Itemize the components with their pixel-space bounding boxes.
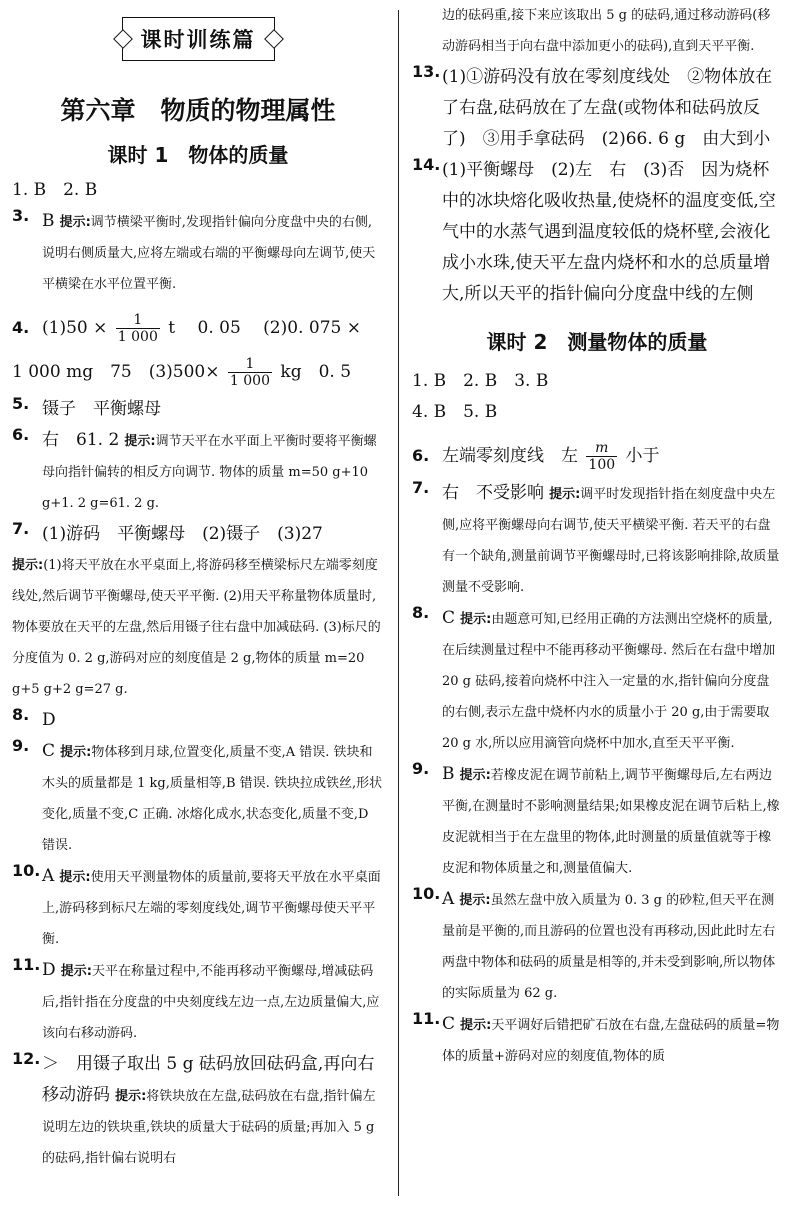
answer-text: 4. B 5. B (412, 402, 498, 422)
question-number: 7. (12, 519, 30, 538)
answer-5 (12, 394, 384, 425)
answer-text: C (42, 741, 56, 761)
fraction (586, 440, 617, 473)
hint-label: 提示: (460, 612, 492, 627)
answer-1-2 (12, 175, 384, 206)
section-badge: 课时训练篇 (122, 17, 275, 61)
question-number: 6. (12, 425, 30, 444)
answer-text: ＞ 用镊子取出 5 g 砝码放回砝码盒,再向右移动游码 (42, 1054, 375, 1105)
question-number: 8. (12, 705, 30, 724)
answer-text: 1 000 mg 75 (3)500× (12, 362, 220, 382)
hint-text: 虽然左盘中放入质量为 0. 3 g 的砂粒,但天平在测量前是平衡的,而且游码的位置也没有再移动,因此此时左右两盘中物体和砝码的质量是相等的,并未受到影响,所以物体的实际质量为 62 g. (442, 893, 776, 1001)
answer-text: (1)平衡螺母 (2)左 右 (3)否 因为烧杯中的冰块熔化吸收热量,使烧杯的温度变低,空气中的水蒸气遇到温度较低的烧杯壁,会液化成小水珠,使天平左盘内烧杯和水的总质量增大,所以天平的指针偏向分度盘中线的左侧 (442, 160, 776, 304)
hint-text: 若橡皮泥在调节前粘上,调节平衡螺母后,左右两边平衡,在测量时不影响测量结果;如果橡皮泥在调节后粘上,橡皮泥就相当于在左盘里的物体,此时测量的质量值就等于橡皮泥和物体质量之和,测量值偏大. (442, 768, 780, 876)
hint-label: 提示: (549, 487, 581, 502)
question-number: 11. (12, 955, 41, 974)
answer-text: A (42, 866, 55, 886)
hint-label: 提示: (115, 1089, 147, 1104)
answer-3 (12, 206, 384, 300)
answer-6 (12, 425, 384, 519)
answer-text: kg 0. 5 (280, 362, 352, 382)
answer-r8 (412, 603, 782, 759)
fraction-numerator: 1 (116, 312, 160, 329)
answer-text: C (442, 608, 456, 628)
answer-14 (412, 155, 782, 310)
question-number: 10. (12, 861, 41, 880)
hint-label: 提示: (60, 964, 92, 979)
answer-10 (12, 861, 384, 955)
hint-label: 提示: (124, 434, 156, 449)
lesson-2-title: 课时 2 测量物体的质量 (486, 330, 708, 354)
answer-text: 镊子 平衡螺母 (42, 399, 161, 419)
hint-label: 提示: (59, 870, 91, 885)
fraction-denominator: 1 000 (229, 373, 270, 389)
answer-text: C (442, 1014, 456, 1034)
hint-label: 提示: (60, 745, 92, 760)
question-number: 7. (412, 478, 430, 497)
answer-13 (412, 62, 782, 155)
question-number: 14. (412, 155, 441, 174)
answer-text: (1)50 × (42, 318, 108, 338)
right-column (404, 0, 790, 1072)
question-number: 8. (412, 603, 430, 622)
answer-text: t 0. 05 (2)0. 075 × (168, 318, 361, 338)
question-number: 9. (12, 736, 30, 755)
question-number: 10. (412, 884, 441, 903)
answer-text: D (42, 960, 56, 980)
hint-label: 提示: (459, 893, 491, 908)
answer-r10 (412, 884, 782, 1009)
fraction-denominator: 1 000 (117, 329, 158, 345)
answer-text: B (42, 211, 55, 231)
answer-text: A (442, 889, 455, 909)
hint-continuation: 边的砝码重,接下来应该取出 5 g 的砝码,通过移动游码(移动游码相当于向右盘中添加更小的砝码),直到天平平衡. (442, 8, 771, 54)
hint-label: 提示: (460, 1018, 492, 1033)
lesson-1-title: 课时 1 物体的质量 (107, 143, 289, 167)
answer-12 (12, 1049, 384, 1174)
answer-r4-5 (412, 397, 782, 428)
hint-text: 天平在称量过程中,不能再移动平衡螺母,增减砝码后,指针指在分度盘的中央刻度线左边一点,左边质量偏大,应该向右移动游码. (42, 964, 380, 1041)
answer-text: 右 不受影响 (442, 483, 544, 503)
hint-text: 由题意可知,已经用正确的方法测出空烧杯的质量,在后续测量过程中不能再移动平衡螺母. 然后在右盘中增加 20 g 砝码,接着向烧杯中注入一定量的水,指针偏向分度盘的右侧,表示左盘中烧杯内水的质量小于 20 g,由于需要取 20 g 水,所以应用滴管向烧杯中加水,直至天平平衡. (442, 612, 776, 751)
answer-8 (12, 705, 384, 736)
hint-text: 天平调好后错把矿石放在右盘,左盘砝码的质量=物体的质量+游码对应的刻度值,物体的质 (442, 1018, 780, 1064)
answer-text: 左端零刻度线 左 (442, 446, 578, 466)
question-number: 5. (12, 394, 30, 413)
hint-text: (1)将天平放在水平桌面上,将游码移至横梁标尺左端零刻度线处,然后调节平衡螺母,使天平平衡. (2)用天平称量物体质量时,物体要放在天平的左盘,然后用镊子往右盘中加减砝码. (3)标尺的分度值为 0. 2 g,游码对应的刻度值是 2 g,物体的质量 m=20 g+5 g+2 g=27 g. (12, 558, 381, 697)
answer-4 (12, 306, 384, 394)
question-number: 3. (12, 206, 30, 225)
column-divider (398, 10, 399, 1196)
answer-9 (12, 736, 384, 861)
answer-r6 (412, 434, 782, 478)
chapter-title: 第六章 物质的物理属性 (60, 96, 336, 125)
hint-text: 调节横梁平衡时,发现指针偏向分度盘中央的右侧,说明右侧质量大,应将左端或右端的平衡螺母向左调节,使天平横梁在水平位置平衡. (42, 215, 376, 292)
answer-text: B (442, 764, 455, 784)
answer-r1-3 (412, 366, 782, 397)
answer-r11 (412, 1009, 782, 1072)
hint-text: 调平时发现指针指在刻度盘中央左侧,应将平衡螺母向右调节,使天平横梁平衡. 若天平的右盘有一个缺角,测量前调节平衡螺母时,已将该影响排除,故质量测量不受影响. (442, 487, 780, 595)
hint-label: 提示: (59, 215, 91, 230)
question-number: 13. (412, 62, 441, 81)
question-number: 11. (412, 1009, 441, 1028)
question-number: 4. (12, 318, 30, 337)
section-badge-wrap (12, 17, 384, 69)
fraction-numerator: 1 (228, 356, 272, 373)
answer-r7 (412, 478, 782, 603)
fraction (116, 312, 160, 345)
question-number: 9. (412, 759, 430, 778)
hint-label: 提示: (459, 768, 491, 783)
fraction-denominator: 100 (588, 457, 616, 473)
answer-11 (12, 955, 384, 1049)
answer-text: (1)①游码没有放在零刻度线处 ②物体放在了右盘,砝码放在了左盘(或物体和砝码放反了) ③用手拿砝码 (2)66. 6 g 由大到小 (442, 67, 773, 149)
answer-r9 (412, 759, 782, 884)
answer-text: (1)游码 平衡螺母 (2)镊子 (3)27 (42, 524, 323, 544)
answer-text: D (42, 710, 56, 730)
hint-text: 调节天平在水平面上平衡时要将平衡螺母向指针偏转的相反方向调节. 物体的质量 m=50 g+10 g+1. 2 g=61. 2 g. (42, 434, 377, 511)
fraction-numerator: m (586, 440, 617, 457)
fraction (228, 356, 272, 389)
answer-text: 1. B 2. B 3. B (412, 371, 549, 391)
answer-7 (12, 519, 384, 705)
question-number: 12. (12, 1049, 41, 1068)
hint-text: 使用天平测量物体的质量前,要将天平放在水平桌面上,游码移到标尺左端的零刻度线处,调节平衡螺母使天平平衡. (42, 870, 381, 947)
answer-text: 1. B 2. B (12, 180, 98, 200)
left-column (0, 0, 398, 1174)
hint-text: 将铁块放在左盘,砝码放在右盘,指针偏左说明左边的铁块重,铁块的质量大于砝码的质量;再加入 5 g 的砝码,指针偏右说明右 (42, 1089, 376, 1166)
question-number: 6. (412, 446, 430, 465)
answer-text: 右 61. 2 (42, 430, 120, 450)
hint-text: 物体移到月球,位置变化,质量不变,A 错误. 铁块和木头的质量都是 1 kg,质量相等,B 错误. 铁块拉成铁丝,形状变化,质量不变,C 正确. 冰熔化成水,状态变化,质量不变,D 错误. (42, 745, 383, 853)
answer-text: 小于 (625, 446, 660, 466)
hint-label: 提示: (12, 558, 44, 573)
